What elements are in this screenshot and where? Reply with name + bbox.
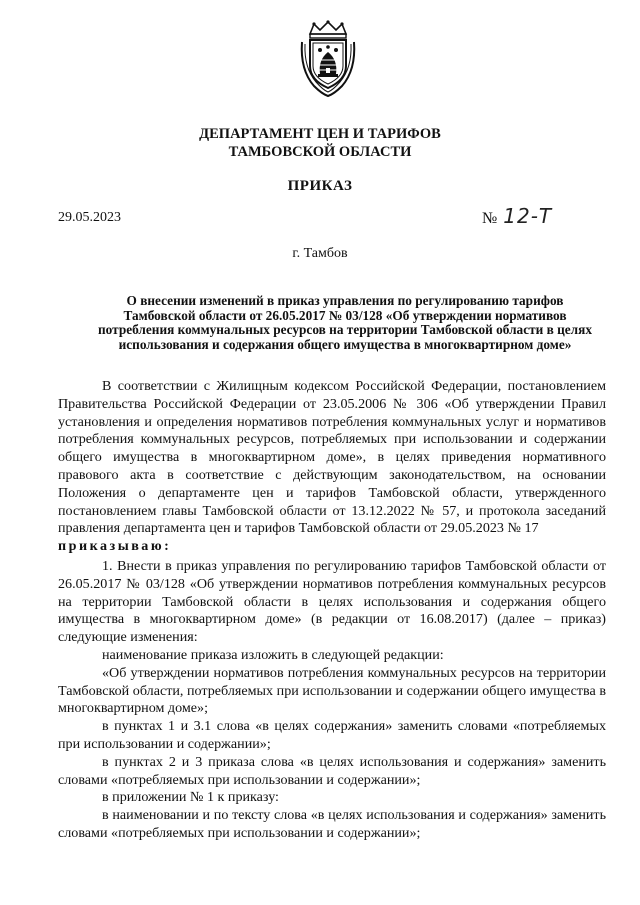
order-number xyxy=(482,204,552,228)
department-name-line1: ДЕПАРТАМЕНТ ЦЕН И ТАРИФОВ xyxy=(199,126,441,142)
handwritten-number: 12-Т xyxy=(503,204,553,228)
amendment-line-b: «Об утверждении нормативов потребления коммунальных ресурсов на территории Тамбовской области, потребляемых при использовании и содержании общего имущества в многоквартирном доме»; xyxy=(58,664,606,717)
document-type-title: ПРИКАЗ xyxy=(287,178,353,194)
city-line: г. Тамбов xyxy=(292,246,348,261)
number-label: № xyxy=(482,210,498,227)
amendment-line-c: в пунктах 1 и 3.1 слова «в целях содержания» заменить словами «потребляемых при использовании и содержании»; xyxy=(58,718,606,752)
amendment-line-e: в приложении № 1 к приказу: xyxy=(102,789,279,806)
coat-of-arms-emblem-icon xyxy=(296,20,360,98)
order-subject: О внесении изменений в приказ управления по регулированию тарифов Тамбовской области от 26.05.2017 № 03/128 «Об утверждении нормативов потребления коммунальных ресурсов на территории Тамбовской области в целях использования и содержания общего имущества в многоквартирном доме» xyxy=(97,293,592,352)
department-name-line2: ТАМБОВСКОЙ ОБЛАСТИ xyxy=(228,144,412,160)
amendment-line-f: в наименовании и по тексту слова «в целях использования и содержания» заменить словами «потребляемых при использовании и содержании»; xyxy=(58,807,606,841)
amendment-line-a: наименование приказа изложить в следующей редакции: xyxy=(102,646,444,663)
order-date: 29.05.2023 xyxy=(58,210,121,225)
order-body xyxy=(58,378,606,843)
amendment-line-d: в пунктах 2 и 3 приказа слова «в целях использования и содержания» заменить словами «потребляемых при использовании и содержании»; xyxy=(58,753,606,788)
order-word: приказываю: xyxy=(58,538,172,555)
preamble-paragraph: В соответствии с Жилищным кодексом Российской Федерации, постановлением Правительства Российской Федерации от 23.05.2006 № 306 «Об утверждении Правил установления и определения нормативов потребления коммунальных услуг и нормативов потребления коммунальных ресурсов, потребляемых при использовании и содержании общего имущества в многоквартирном доме», в целях приведения нормативного правового акта в соответствие с действующим законодательством, на основании Положения о департаменте цен и тарифов Тамбовской области, утвержденного постановлением главы Тамбовской области от 13.12.2022 № 57, и протокола заседаний правления департамента цен и тарифов Тамбовской области от 29.05.2023 № 17 xyxy=(58,378,606,537)
item-1-paragraph: 1. Внести в приказ управления по регулированию тарифов Тамбовской области от 26.05.2017 № 03/128 «Об утверждении нормативов потребления коммунальных ресурсов на территории Тамбовской области в целях использования и содержания общего имущества в многоквартирном доме» (в редакции от 16.08.2017) (далее – приказ) следующие изменения: xyxy=(58,557,606,646)
